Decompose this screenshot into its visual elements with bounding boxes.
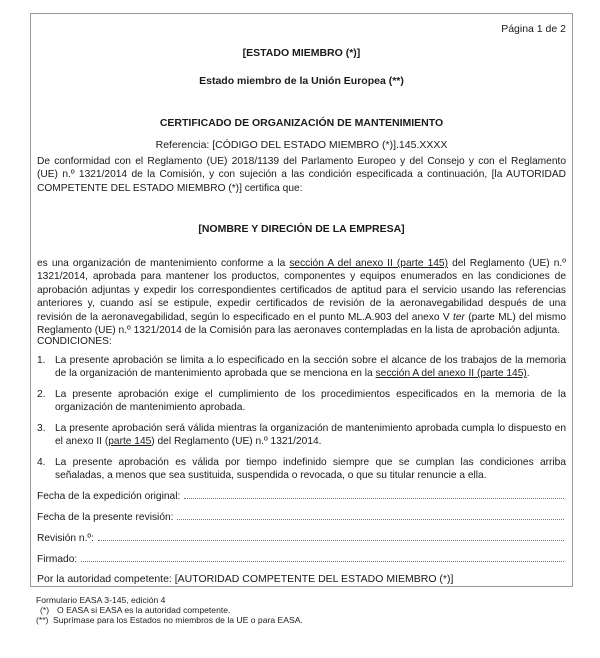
condition-item xyxy=(37,388,566,415)
competent-authority-line: Por la autoridad competente: [AUTORIDAD COMPETENTE DEL ESTADO MIEMBRO (*)] xyxy=(37,573,454,585)
annex-ii-link[interactable]: sección A del anexo II (parte 145) xyxy=(289,258,448,269)
condition-number: 1. xyxy=(37,355,46,366)
condition-text-post: . xyxy=(526,368,530,380)
footnote-mark: (*) xyxy=(40,605,50,615)
revision-number-field[interactable] xyxy=(37,531,564,544)
condition-text: La presente aprobación exige el cumplimiento de los procedimientos especificados en la memoria de la organización de mantenimiento aprobada. xyxy=(55,389,566,414)
condition-text-pre: La presente aprobación será válida mientras la organización de mantenimiento aprobada cumpla lo dispuesto en el anexo II ( xyxy=(55,423,566,448)
fill-line[interactable] xyxy=(184,489,564,499)
field-label: Fecha de la expedición original: xyxy=(37,491,181,502)
reference-line: Referencia: [CÓDIGO DEL ESTADO MIEMBRO (*)].145.XXXX xyxy=(155,139,448,151)
page-indicator: Página 1 de 2 xyxy=(501,23,566,35)
condition-number: 3. xyxy=(37,423,46,434)
field-label: Fecha de la presente revisión: xyxy=(37,512,174,523)
fill-line[interactable] xyxy=(98,531,564,541)
condition-text-pre: La presente aprobación se limita a lo especificado en la sección sobre el alcance de los trabajos de la memoria de la organización de mantenimiento aprobada que se menciona en la xyxy=(55,355,566,380)
footnote xyxy=(40,605,230,615)
condition-item xyxy=(37,422,566,449)
approval-text-mid: del Reglamento (UE) n.º 1321/2014, aprobada para mantener los productos, componentes y equipos enumerados en las condiciones de aprobación adjuntas y expedir los correspondientes certificados de aptitud para el servicio usando las referencias anteriores y, cuando así se estipule, expedir certificados de revisión de la aeronavegabilidad después de una revisión de la aeronavegabilidad, según lo especificado en el punto ML.A.903 del anexo V xyxy=(37,258,566,323)
condition-text: La presente aprobación es válida por tiempo indefinido siempre que se cumplan las condiciones arriba señaladas, a menos que sea sustituida, suspendida o revocada, o que su titular renuncie a ella. xyxy=(55,457,566,482)
condition-text-post: ) del Reglamento (UE) n.º 1321/2014. xyxy=(151,436,322,448)
original-issue-date-field[interactable] xyxy=(37,489,564,502)
condition-item xyxy=(37,456,566,483)
condition-number: 4. xyxy=(37,457,46,468)
intro-paragraph: De conformidad con el Reglamento (UE) 2018/1139 del Parlamento Europeo y del Consejo y con el Reglamento (UE) n.º 1321/2014 de la Comisión, y con sujeción a las condición especificada a continuación, [la AUTORIDAD COMPETENTE DEL ESTADO MIEMBRO (*)] certifica que: xyxy=(37,156,566,194)
footnote-mark: (**) xyxy=(36,615,49,625)
member-state-heading: [ESTADO MIEMBRO (*)] xyxy=(242,47,361,59)
footnote-text: Suprímase para los Estados no miembros de la UE o para EASA. xyxy=(53,615,303,625)
certificate-frame xyxy=(30,13,573,587)
approval-text-pre: es una organización de mantenimiento conforme a la xyxy=(37,258,290,269)
eu-member-line: Estado miembro de la Unión Europea (**) xyxy=(199,75,404,87)
footnote xyxy=(36,615,303,625)
certificate-title: CERTIFICADO DE ORGANIZACIÓN DE MANTENIMIENTO xyxy=(159,117,444,129)
annex-ii-link[interactable]: sección A del anexo II (parte 145) xyxy=(375,368,527,380)
fill-line[interactable] xyxy=(177,510,564,520)
field-label: Revisión n.º: xyxy=(37,533,94,544)
company-placeholder: [NOMBRE Y DIRECIÓN DE LA EMPRESA] xyxy=(198,223,405,235)
fill-line[interactable] xyxy=(81,552,564,562)
conditions-title: CONDICIONES: xyxy=(37,336,112,347)
approval-text-italic: ter xyxy=(453,311,465,323)
revision-date-field[interactable] xyxy=(37,510,564,523)
signature-field[interactable] xyxy=(37,552,564,565)
approval-text-post: (parte ML) del mismo Reglamento (UE) n.º 1321/2014 de la Comisión para las aeronaves contempladas en la lista de aprobación adjunta. xyxy=(37,311,566,337)
footnote-text: O EASA si EASA es la autoridad competente. xyxy=(57,605,231,615)
approval-paragraph xyxy=(37,257,566,337)
condition-item xyxy=(37,354,566,381)
condition-number: 2. xyxy=(37,389,46,400)
part-145-link[interactable]: parte 145 xyxy=(108,436,152,448)
form-identifier: Formulario EASA 3-145, edición 4 xyxy=(36,595,166,605)
field-label: Firmado: xyxy=(37,554,78,565)
